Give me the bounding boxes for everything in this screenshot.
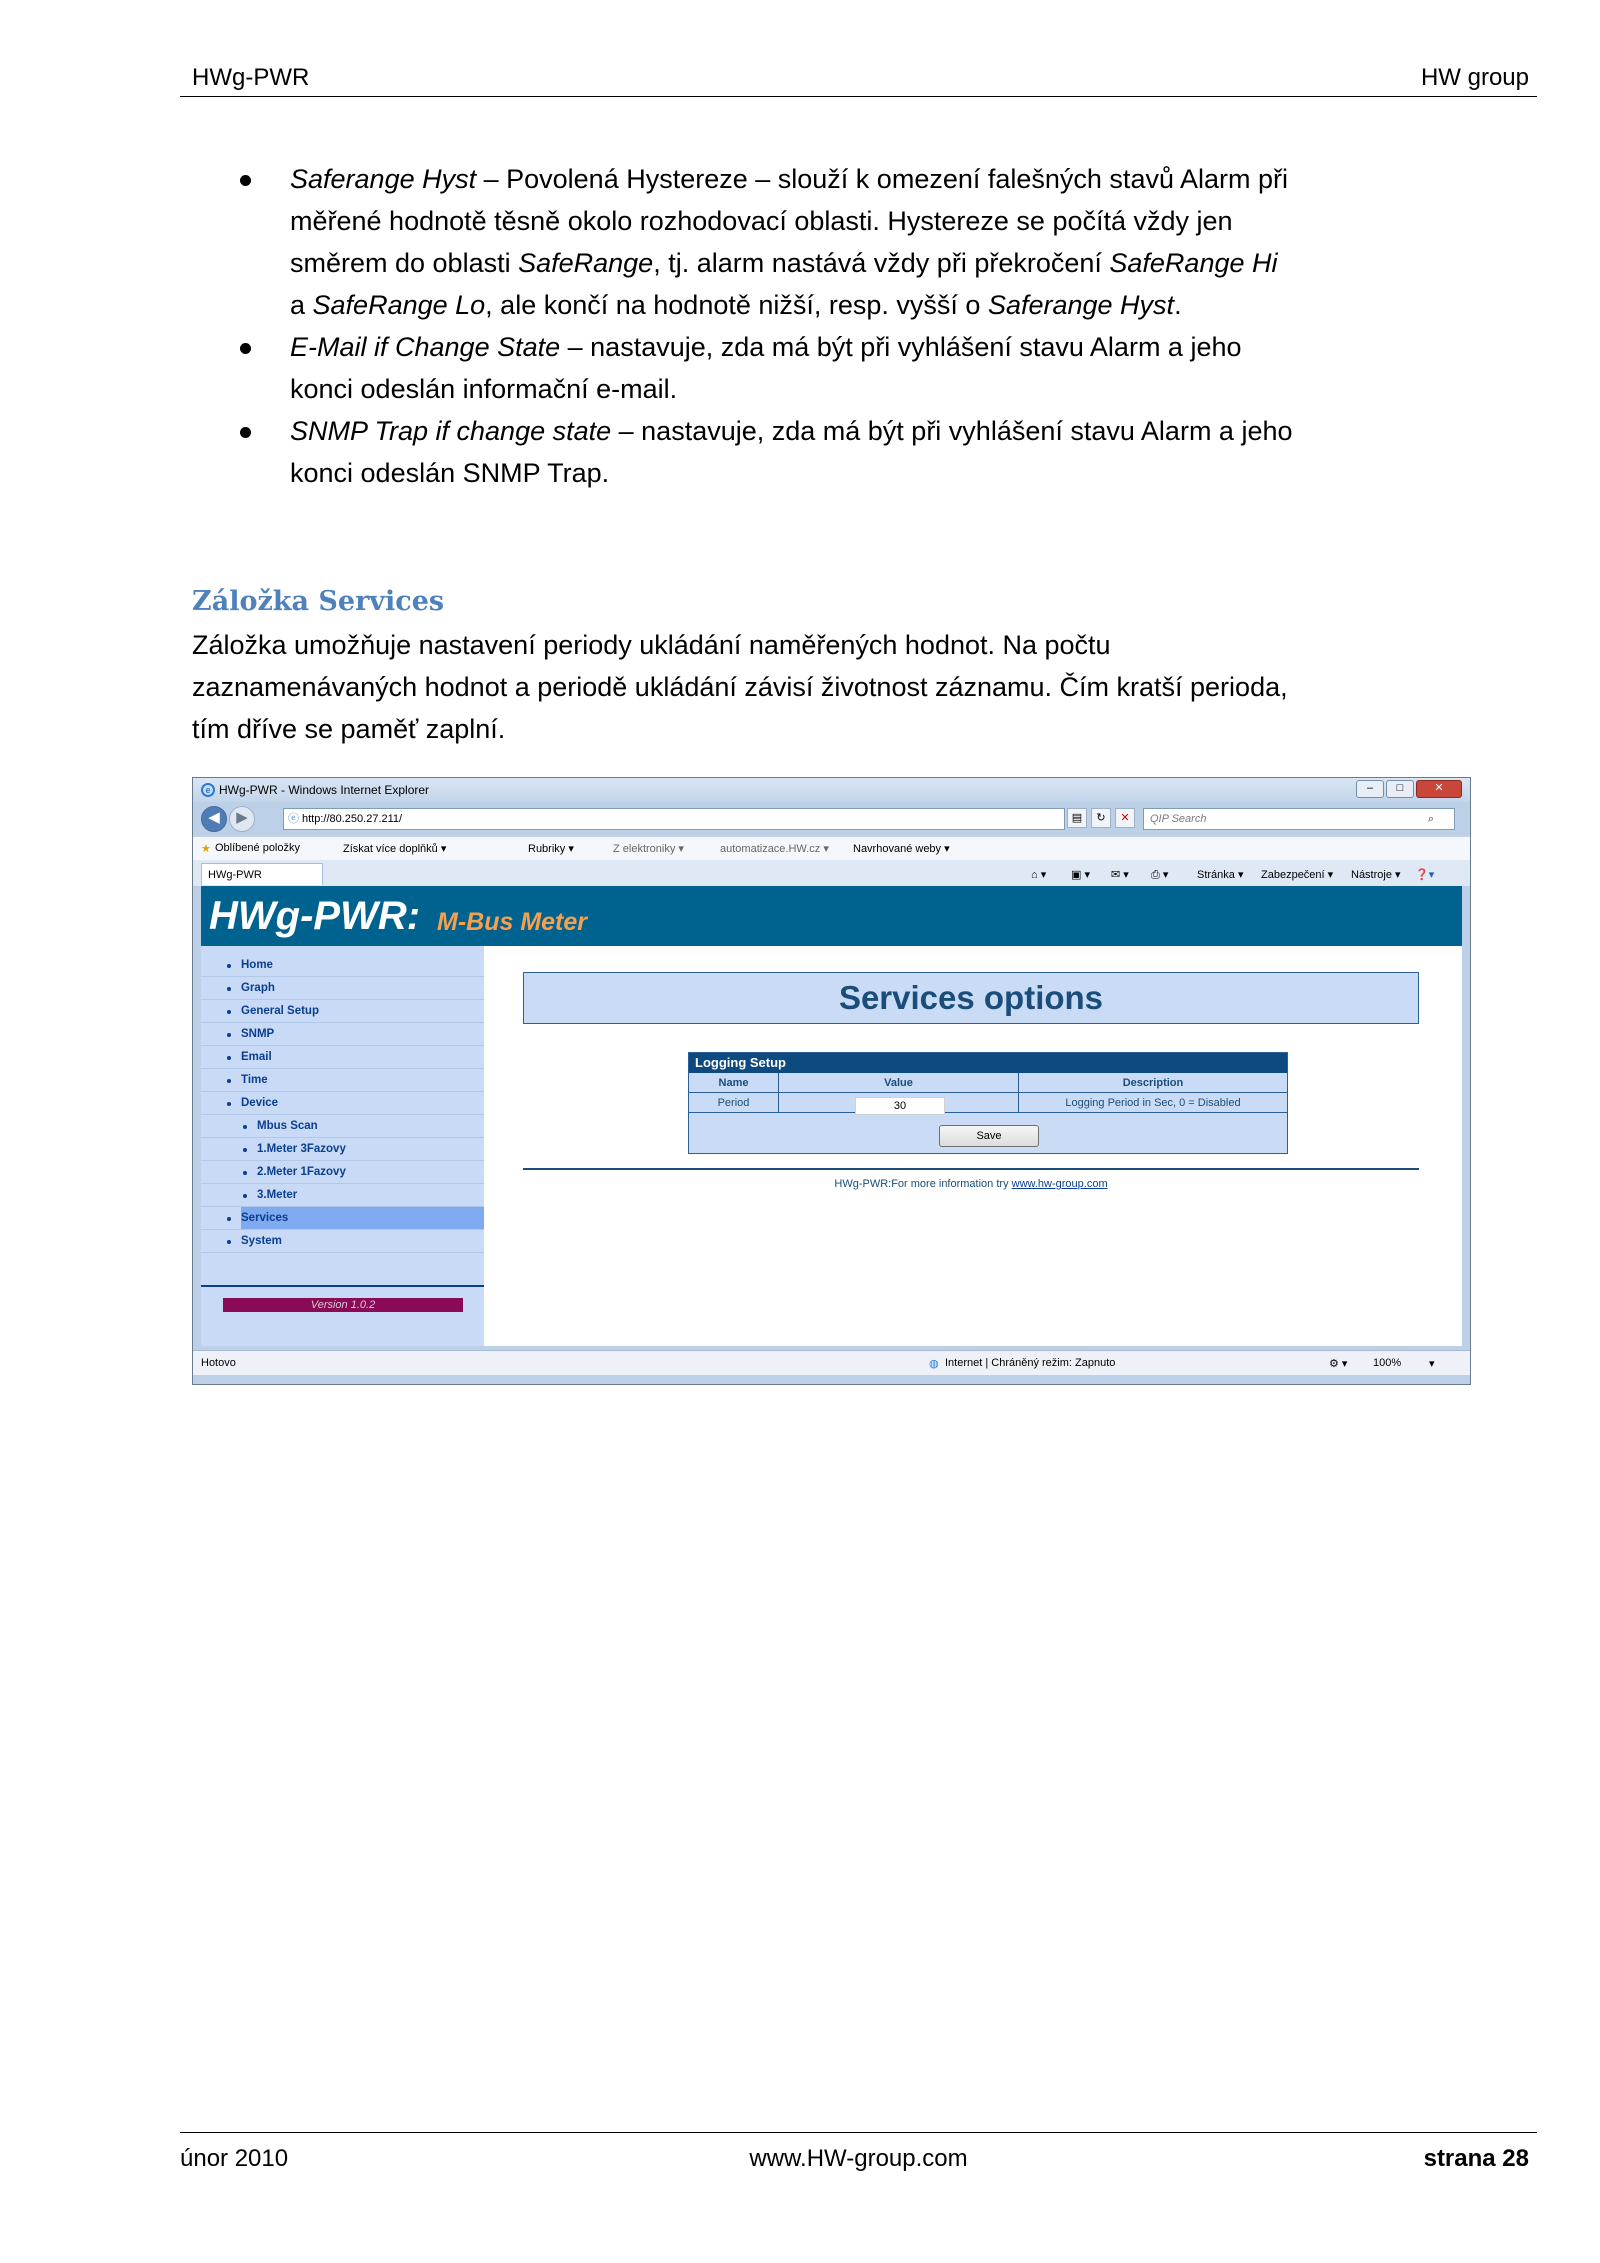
favorites-item[interactable]: automatizace.HW.cz ▾ bbox=[720, 843, 829, 855]
zoom-level[interactable]: 100% bbox=[1373, 1357, 1402, 1369]
bullet-item bbox=[240, 326, 1300, 410]
sidebar-item-general-setup[interactable] bbox=[201, 1000, 484, 1023]
body-text: , tj. alarm nastává vždy při překročení bbox=[653, 248, 1110, 278]
sidebar-item-home[interactable] bbox=[201, 954, 484, 977]
info-text: HWg-PWR:For more information try bbox=[834, 1178, 1012, 1190]
term-text: SNMP Trap if change state bbox=[290, 416, 612, 446]
footer-page: strana 28 bbox=[1423, 2145, 1529, 2172]
web-page bbox=[201, 886, 1462, 1346]
sidebar bbox=[201, 946, 484, 1346]
address-text: http://80.250.27.211/ bbox=[302, 813, 403, 825]
star-icon: ★ bbox=[201, 843, 211, 855]
bullet-icon bbox=[227, 1217, 231, 1221]
term-text: E-Mail if Change State bbox=[290, 332, 561, 362]
brand-subtitle: M-Bus Meter bbox=[437, 908, 588, 936]
brand-title: HWg-PWR: bbox=[209, 894, 421, 938]
globe-icon: ◍ bbox=[929, 1358, 939, 1370]
period-input[interactable]: 30 bbox=[855, 1097, 945, 1115]
page-footer bbox=[180, 2132, 1537, 2173]
sidebar-menu bbox=[201, 954, 484, 1253]
col-header-value: Value bbox=[779, 1073, 1019, 1093]
bullet-icon bbox=[227, 1102, 231, 1106]
footer-date: únor 2010 bbox=[180, 2145, 289, 2172]
info-link[interactable]: www.hw-group.com bbox=[1011, 1178, 1108, 1190]
term-text: Saferange Hyst bbox=[290, 164, 477, 194]
tab-row bbox=[193, 860, 1470, 886]
favorites-item[interactable]: Z elektroniky ▾ bbox=[613, 843, 684, 855]
zoom-dropdown-icon[interactable]: ▾ bbox=[1429, 1358, 1435, 1370]
page-header bbox=[180, 62, 1537, 97]
feeds-icon[interactable]: ▣ ▾ bbox=[1071, 869, 1090, 881]
sidebar-item-label: SNMP bbox=[241, 1028, 275, 1040]
app-banner bbox=[201, 886, 1462, 946]
sidebar-item-label: Graph bbox=[241, 982, 275, 994]
bullet-item bbox=[240, 158, 1300, 326]
status-bar bbox=[193, 1350, 1470, 1375]
sidebar-item-mbus-scan[interactable] bbox=[201, 1115, 484, 1138]
footer-url: www.HW-group.com bbox=[749, 2145, 968, 2172]
logging-setup-panel bbox=[688, 1052, 1288, 1154]
section-heading: Záložka Services bbox=[192, 586, 445, 617]
sidebar-item-snmp[interactable] bbox=[201, 1023, 484, 1046]
home-icon[interactable]: ⌂ ▾ bbox=[1031, 869, 1047, 881]
sidebar-item-1-meter-3fazovy[interactable] bbox=[201, 1138, 484, 1161]
mail-icon[interactable]: ✉ ▾ bbox=[1111, 869, 1129, 881]
section-paragraph: Záložka umožňuje nastavení periody ukládání naměřených hodnot. Na počtu zaznamenávaných hodnot a periodě ukládání závisí životnost záznamu. Čím kratší perioda, tím dříve se paměť zaplní. bbox=[192, 630, 1288, 744]
term-text: SafeRange Lo bbox=[312, 290, 486, 320]
header-left: HWg-PWR bbox=[192, 64, 310, 91]
sidebar-item-3-meter[interactable] bbox=[201, 1184, 484, 1207]
command-page[interactable]: Stránka ▾ bbox=[1197, 869, 1244, 881]
bullet-list bbox=[240, 158, 1300, 494]
favorites-item[interactable]: Získat více doplňků ▾ bbox=[343, 843, 447, 855]
sidebar-item-graph[interactable] bbox=[201, 977, 484, 1000]
sidebar-item-label: 1.Meter 3Fazovy bbox=[257, 1143, 346, 1155]
row-description: Logging Period in Sec, 0 = Disabled bbox=[1019, 1093, 1287, 1113]
sidebar-item-label: Time bbox=[241, 1074, 268, 1086]
sidebar-item-label: 3.Meter bbox=[257, 1189, 298, 1201]
body-text: – Povolená Hystereze – slouží k omezení falešných stavů Alarm při měřené hodnotě těsně okolo rozhodovací oblasti. Hystereze se počítá vždy jen směrem do oblasti bbox=[290, 164, 1288, 278]
bullet-icon bbox=[227, 1010, 231, 1014]
sidebar-item-label: Email bbox=[241, 1051, 272, 1063]
favorites-item[interactable]: Rubriky ▾ bbox=[528, 843, 574, 855]
page-icon: ⓔ bbox=[288, 813, 299, 825]
bullet-icon bbox=[227, 1240, 231, 1244]
search-placeholder: QIP Search bbox=[1150, 813, 1207, 825]
term-text: SafeRange Hi bbox=[1109, 248, 1278, 278]
compat-view-icon[interactable]: ▤ bbox=[1067, 808, 1087, 828]
address-bar[interactable] bbox=[283, 808, 1065, 830]
bullet-icon bbox=[243, 1125, 247, 1129]
logging-setup-title: Logging Setup bbox=[689, 1053, 1287, 1073]
sidebar-item-email[interactable] bbox=[201, 1046, 484, 1069]
version-badge: Version 1.0.2 bbox=[223, 1298, 463, 1312]
col-header-description: Description bbox=[1019, 1073, 1287, 1093]
bullet-icon bbox=[227, 1056, 231, 1060]
sidebar-item-label: Device bbox=[241, 1097, 279, 1109]
body-text: a bbox=[290, 290, 313, 320]
help-icon[interactable]: ❓▾ bbox=[1415, 869, 1435, 881]
sidebar-item-label: System bbox=[241, 1235, 282, 1247]
bullet-icon bbox=[227, 987, 231, 991]
bullet-dot-icon bbox=[240, 427, 251, 438]
bullet-icon bbox=[227, 1033, 231, 1037]
favorites-bar bbox=[193, 836, 1470, 861]
sidebar-item-label: Services bbox=[241, 1212, 289, 1224]
close-button[interactable]: ✕ bbox=[1416, 780, 1462, 798]
bullet-icon bbox=[227, 964, 231, 968]
save-button[interactable]: Save bbox=[939, 1125, 1039, 1147]
address-row bbox=[193, 802, 1470, 834]
back-button[interactable]: ◀ bbox=[201, 806, 227, 832]
stop-icon[interactable]: ✕ bbox=[1115, 808, 1135, 828]
refresh-icon[interactable]: ↻ bbox=[1091, 808, 1111, 828]
bullet-icon bbox=[243, 1194, 247, 1198]
header-right: HW group bbox=[1420, 64, 1529, 91]
search-icon[interactable]: ⌕ bbox=[1427, 813, 1434, 825]
sidebar-item-label: Home bbox=[241, 959, 273, 971]
browser-tab[interactable]: HWg-PWR bbox=[201, 863, 323, 885]
bullet-dot-icon bbox=[240, 175, 251, 186]
sidebar-item-system[interactable] bbox=[201, 1230, 484, 1253]
ie-logo-icon: e bbox=[201, 783, 215, 797]
sidebar-item-device[interactable] bbox=[201, 1092, 484, 1115]
minimize-button[interactable]: – bbox=[1356, 780, 1384, 798]
bullet-icon bbox=[227, 1079, 231, 1083]
search-field[interactable] bbox=[1143, 808, 1455, 830]
favorites-item[interactable]: Navrhované weby ▾ bbox=[853, 843, 950, 855]
term-text: SafeRange bbox=[518, 248, 654, 278]
command-tools[interactable]: Nástroje ▾ bbox=[1351, 869, 1401, 881]
command-security[interactable]: Zabezpečení ▾ bbox=[1261, 869, 1334, 881]
favorites-item[interactable]: Oblíbené položky bbox=[215, 842, 300, 854]
bullet-item bbox=[240, 410, 1300, 494]
sidebar-item-services[interactable] bbox=[201, 1207, 484, 1230]
page-title: Services options bbox=[523, 972, 1419, 1024]
protected-mode-icon[interactable]: ⚙ ▾ bbox=[1329, 1358, 1348, 1370]
info-line bbox=[523, 1178, 1419, 1190]
maximize-button[interactable]: □ bbox=[1386, 780, 1414, 798]
sidebar-item-2-meter-1fazovy[interactable] bbox=[201, 1161, 484, 1184]
body-text: – nastavuje, zda má být při vyhlášení stavu Alarm a jeho konci odeslán informační e-mail. bbox=[290, 332, 1242, 404]
bullet-dot-icon bbox=[240, 343, 251, 354]
status-text: Hotovo bbox=[201, 1357, 236, 1369]
sidebar-divider bbox=[201, 1285, 484, 1287]
browser-screenshot bbox=[192, 777, 1471, 1385]
browser-titlebar bbox=[193, 778, 1470, 802]
status-zone: Internet | Chráněný režim: Zapnuto bbox=[945, 1357, 1116, 1369]
window-title: HWg-PWR - Windows Internet Explorer bbox=[219, 783, 430, 797]
print-icon[interactable]: ⎙ ▾ bbox=[1151, 869, 1169, 881]
sidebar-item-time[interactable] bbox=[201, 1069, 484, 1092]
bullet-icon bbox=[243, 1148, 247, 1152]
body-text: , ale končí na hodnotě nižší, resp. vyšší o bbox=[485, 290, 988, 320]
bullet-icon bbox=[243, 1171, 247, 1175]
row-name: Period bbox=[689, 1093, 779, 1113]
content-divider bbox=[523, 1168, 1419, 1170]
body-text: . bbox=[1174, 290, 1182, 320]
forward-button[interactable]: ▶ bbox=[229, 806, 255, 832]
body-text: – nastavuje, zda má být při vyhlášení stavu Alarm a jeho konci odeslán SNMP Trap. bbox=[290, 416, 1293, 488]
term-text: Saferange Hyst bbox=[987, 290, 1175, 320]
col-header-name: Name bbox=[689, 1073, 779, 1093]
sidebar-item-label: Mbus Scan bbox=[257, 1120, 318, 1132]
sidebar-item-label: General Setup bbox=[241, 1005, 319, 1017]
sidebar-item-label: 2.Meter 1Fazovy bbox=[257, 1166, 346, 1178]
